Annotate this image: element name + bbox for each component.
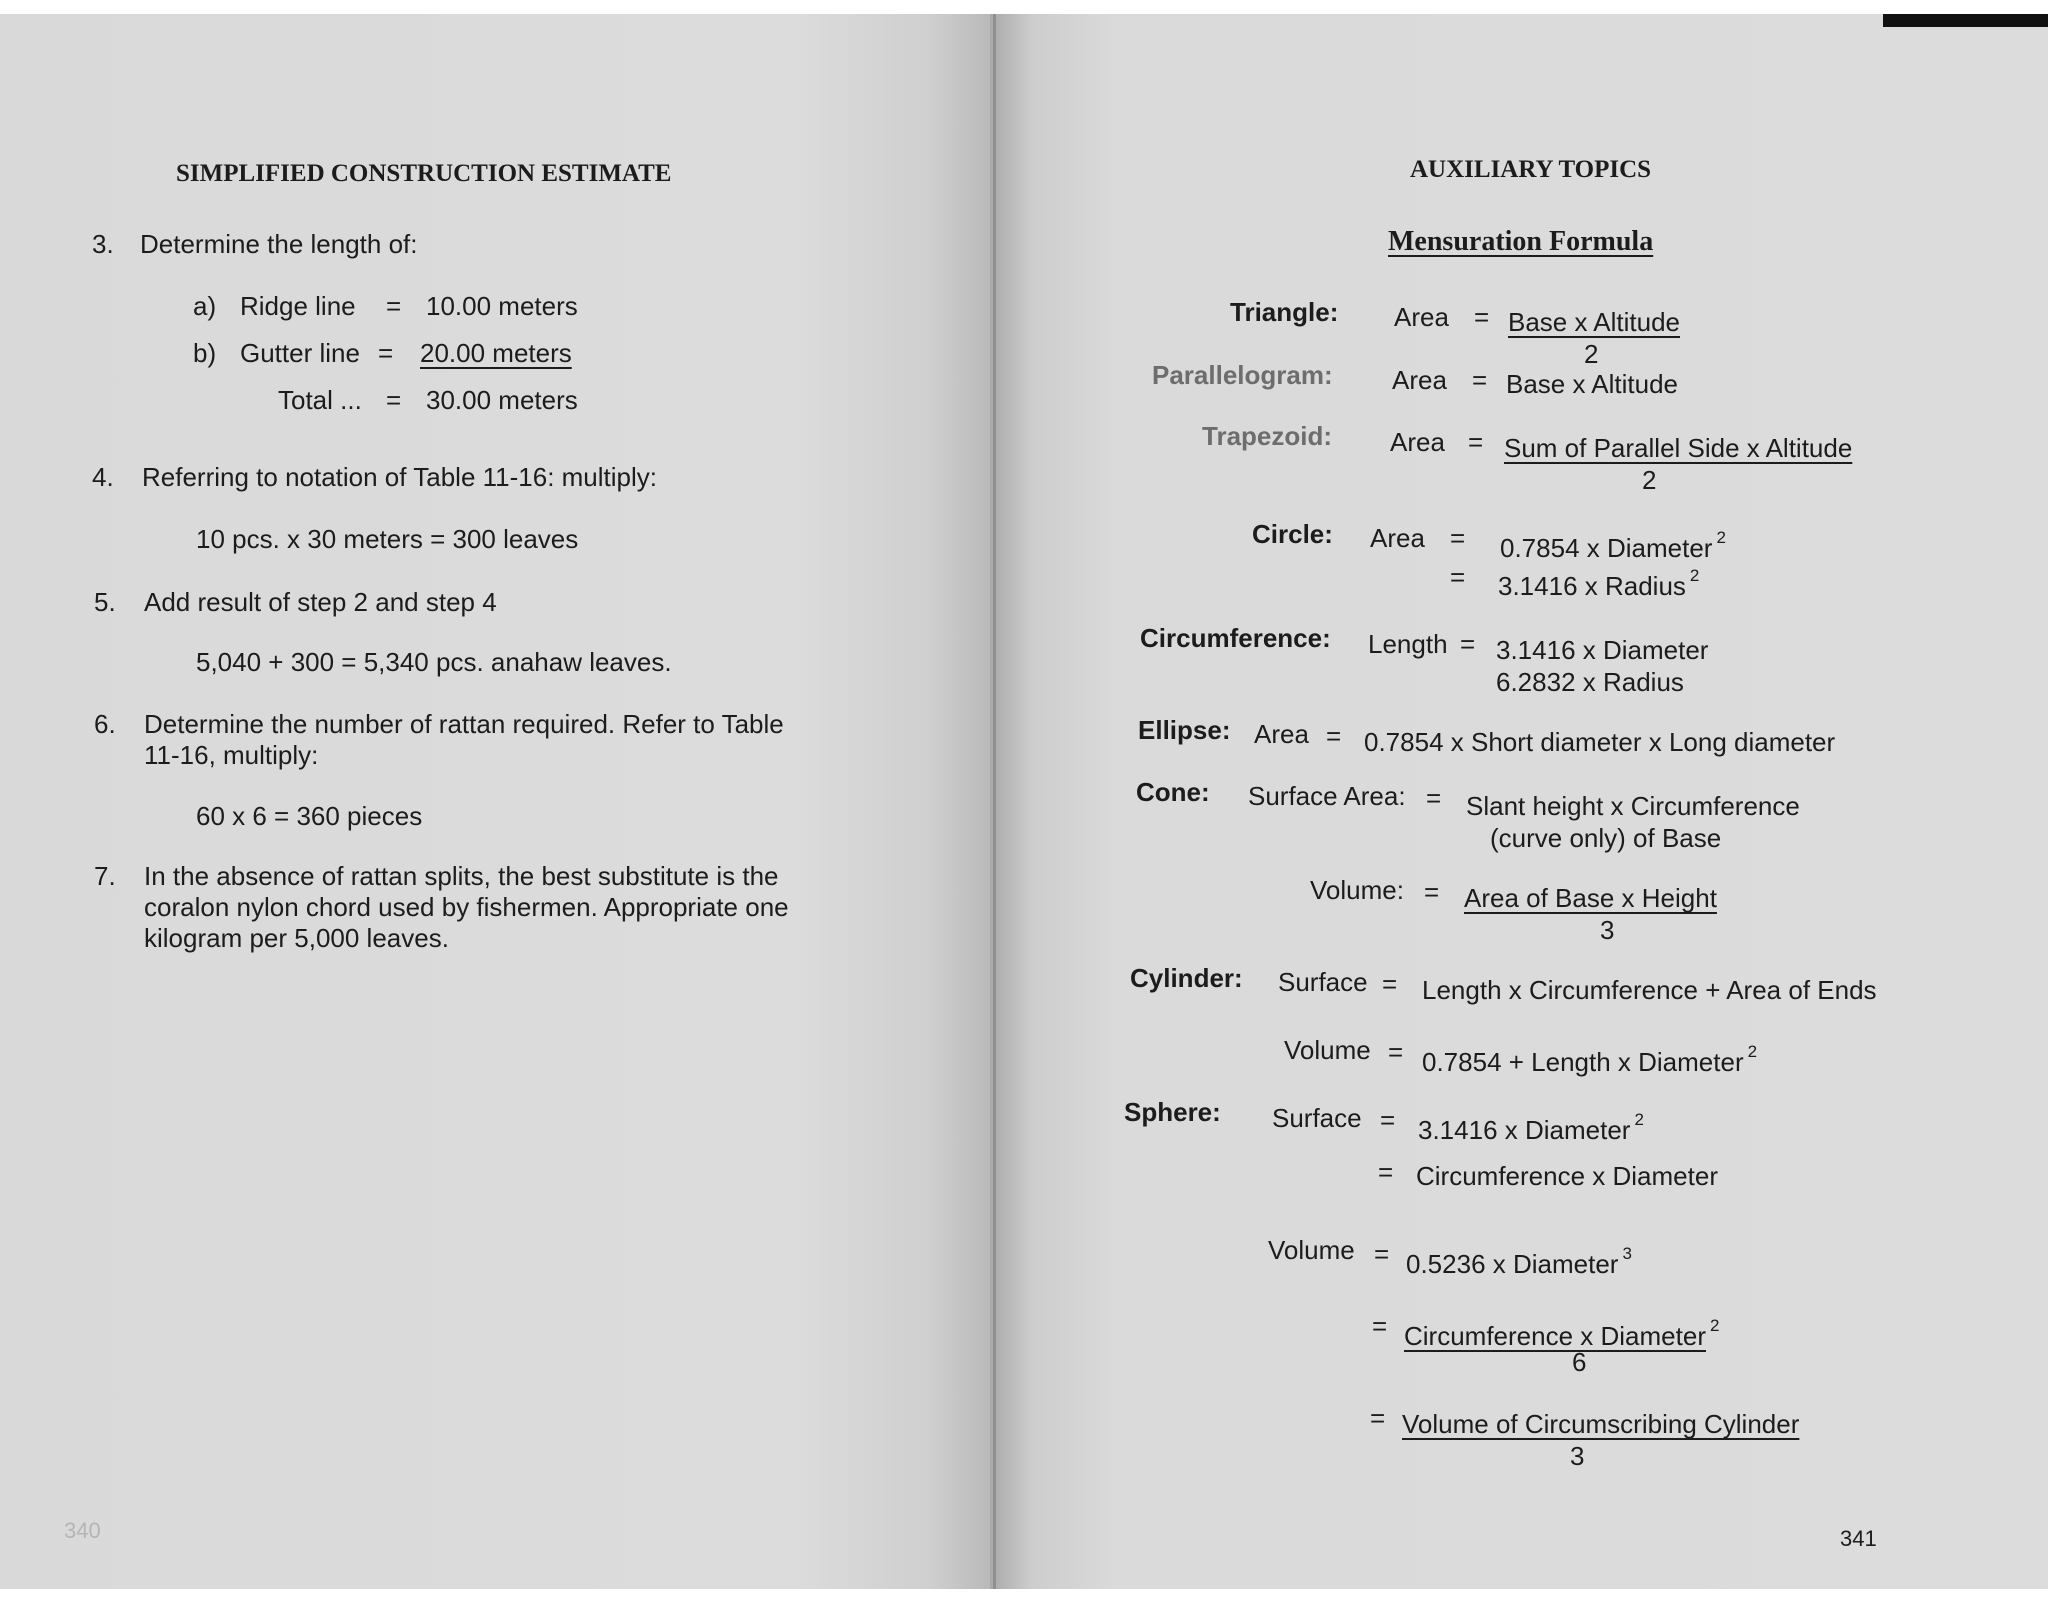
scan-edge-bar	[1883, 14, 2048, 27]
cone-volume-equals: =	[1424, 877, 1440, 907]
step-6-calculation: 60 x 6 = 360 pieces	[196, 801, 423, 831]
triangle-numerator: Base x Altitude	[1508, 307, 1680, 337]
book-gutter	[993, 14, 996, 1589]
step-3-number: 3.	[92, 229, 114, 259]
circumference-formula-1: 3.1416 x Diameter	[1496, 635, 1709, 665]
cone-surface-lhs: Surface Area:	[1248, 781, 1406, 811]
cylinder-volume-formula: 0.7854 + Length x Diameter $^2$	[1422, 1042, 1758, 1077]
ridge-line-prefix: a)	[193, 291, 217, 321]
ellipse-formula: 0.7854 x Short diameter x Long diameter	[1364, 727, 1836, 757]
right-running-header: AUXILIARY TOPICS	[1410, 156, 1652, 183]
cylinder-volume-equals: =	[1388, 1037, 1404, 1067]
step-7-line-2: coralon nylon chord used by fishermen. Appropriate one	[144, 892, 789, 922]
left-running-header: SIMPLIFIED CONSTRUCTION ESTIMATE	[176, 160, 672, 187]
circumference-label: Circumference:	[1140, 623, 1331, 653]
sphere-volume-equals-3: =	[1370, 1403, 1386, 1433]
circumference-equals: =	[1460, 629, 1476, 659]
cone-surface-formula-2: (curve only) of Base	[1490, 823, 1722, 853]
cone-volume-denominator: 3	[1600, 915, 1615, 945]
circumference-lhs: Length	[1368, 629, 1448, 659]
step-4-calculation: 10 pcs. x 30 meters = 300 leaves	[196, 524, 579, 554]
ellipse-equals: =	[1326, 721, 1342, 751]
parallelogram-equals: =	[1472, 365, 1488, 395]
circle-equals: =	[1450, 523, 1466, 553]
total-label: Total ...	[278, 385, 362, 415]
circle-equals-2: =	[1450, 562, 1466, 592]
cone-label: Cone:	[1136, 777, 1210, 807]
sphere-surface-formula-1: 3.1416 x Diameter $^2$	[1418, 1110, 1644, 1145]
sphere-volume-denominator-3: 3	[1570, 1441, 1585, 1471]
sphere-volume-equals: =	[1374, 1239, 1390, 1269]
cone-surface-equals: =	[1426, 783, 1442, 813]
step-5-number: 5.	[94, 587, 116, 617]
parallelogram-rhs: Base x Altitude	[1506, 369, 1678, 399]
gutter-line-value: 20.00 meters	[420, 338, 572, 368]
sphere-volume-denominator-2: 6	[1572, 1347, 1587, 1377]
sphere-label: Sphere:	[1124, 1097, 1221, 1127]
section-title: Mensuration Formula	[1388, 226, 1654, 257]
step-7-line-1: In the absence of rattan splits, the best substitute is the	[144, 861, 779, 891]
circle-formula-1: 0.7854 x Diameter $^2$	[1500, 528, 1726, 563]
triangle-lhs: Area	[1394, 302, 1449, 332]
trapezoid-lhs: Area	[1390, 427, 1445, 457]
ridge-line-value: 10.00 meters	[426, 291, 578, 321]
sphere-volume-formula-2: Circumference x Diameter $^2$	[1404, 1316, 1720, 1351]
sphere-volume-equals-2: =	[1372, 1311, 1388, 1341]
left-page-number: 340	[64, 1518, 101, 1543]
sphere-volume-lhs: Volume	[1268, 1235, 1355, 1265]
circumference-formula-2: 6.2832 x Radius	[1496, 667, 1684, 697]
cylinder-surface-equals: =	[1382, 969, 1398, 999]
trapezoid-numerator: Sum of Parallel Side x Altitude	[1504, 433, 1853, 463]
ridge-line-equals: =	[386, 291, 402, 321]
sphere-surface-equals-2: =	[1378, 1157, 1394, 1187]
step-6-line-1: Determine the number of rattan required. Refer to Table	[144, 709, 784, 739]
right-page-number: 341	[1840, 1526, 1877, 1551]
total-equals: =	[386, 385, 402, 415]
sphere-surface-lhs: Surface	[1272, 1103, 1362, 1133]
circle-label: Circle:	[1252, 519, 1333, 549]
total-value: 30.00 meters	[426, 385, 578, 415]
sphere-volume-numerator-3: Volume of Circumscribing Cylinder	[1402, 1409, 1800, 1439]
sphere-volume-formula-1: 0.5236 x Diameter $^3$	[1406, 1244, 1632, 1279]
trapezoid-denominator: 2	[1642, 465, 1657, 495]
gutter-line-equals: =	[378, 338, 394, 368]
triangle-label: Triangle:	[1230, 297, 1339, 327]
step-4-text: Referring to notation of Table 11-16: multiply:	[142, 462, 657, 492]
cone-volume-lhs: Volume:	[1310, 875, 1404, 905]
gutter-line-label: Gutter line	[240, 338, 360, 368]
cylinder-label: Cylinder:	[1130, 963, 1243, 993]
circle-lhs: Area	[1370, 523, 1425, 553]
parallelogram-lhs: Area	[1392, 365, 1447, 395]
triangle-equals: =	[1474, 302, 1490, 332]
step-5-text: Add result of step 2 and step 4	[144, 587, 497, 617]
step-7-line-3: kilogram per 5,000 leaves.	[144, 923, 449, 953]
cone-surface-formula-1: Slant height x Circumference	[1466, 791, 1800, 821]
ellipse-label: Ellipse:	[1138, 715, 1231, 745]
cylinder-surface-formula: Length x Circumference + Area of Ends	[1422, 975, 1877, 1005]
step-6-line-2: 11-16, multiply:	[144, 740, 319, 770]
step-6-number: 6.	[94, 709, 116, 739]
cone-volume-numerator: Area of Base x Height	[1464, 883, 1717, 913]
step-3-text: Determine the length of:	[140, 229, 418, 259]
step-5-calculation: 5,040 + 300 = 5,340 pcs. anahaw leaves.	[196, 647, 672, 677]
gutter-line-prefix: b)	[193, 338, 217, 368]
ellipse-lhs: Area	[1254, 719, 1309, 749]
triangle-denominator: 2	[1584, 339, 1599, 369]
ridge-line-label: Ridge line	[240, 291, 356, 321]
step-7-number: 7.	[94, 861, 116, 891]
parallelogram-label: Parallelogram:	[1152, 360, 1333, 390]
trapezoid-equals: =	[1468, 427, 1484, 457]
sphere-surface-equals: =	[1380, 1105, 1396, 1135]
step-4-number: 4.	[92, 462, 114, 492]
trapezoid-label: Trapezoid:	[1202, 421, 1333, 451]
circle-formula-2: 3.1416 x Radius $^2$	[1498, 566, 1700, 601]
cylinder-surface-lhs: Surface	[1278, 967, 1368, 997]
cylinder-volume-lhs: Volume	[1284, 1035, 1371, 1065]
sphere-surface-formula-2: Circumference x Diameter	[1416, 1161, 1718, 1191]
